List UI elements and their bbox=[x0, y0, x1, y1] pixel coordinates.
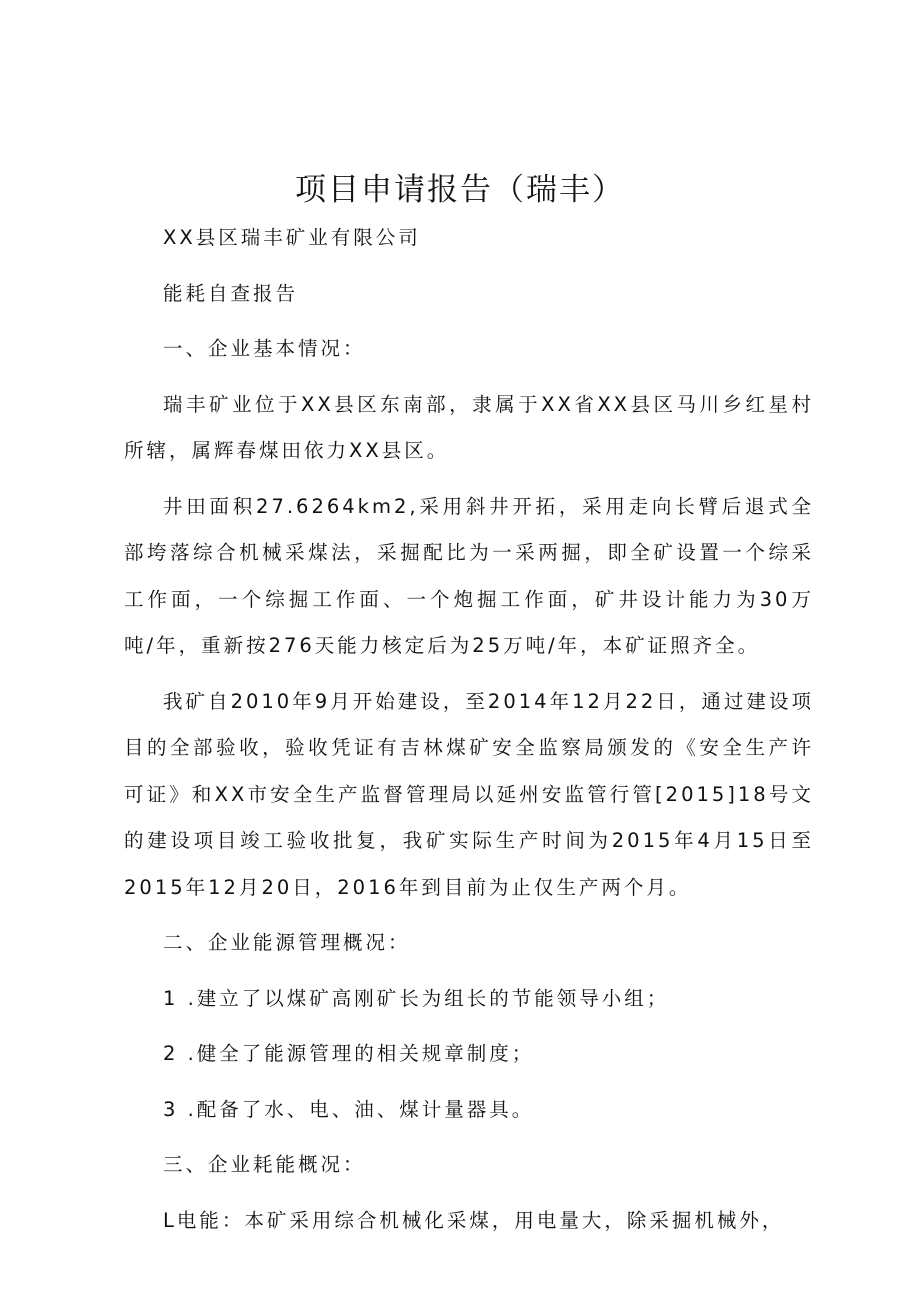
section-heading-3: 三、企业耗能概况： bbox=[163, 1153, 366, 1176]
paragraph-construction: 我矿自2010年9月开始建设，至2014年12月22日，通过建设项目的全部验收，验收凭证有吉林煤矿安全监察局颁发的《安全生产许可证》和XX市安全生产监督管理局以延州安监管行管[2015]18号文的建设项目竣工验收批复，我矿实际生产时间为2015年4月15日至2015年12月20日，2016年到目前为止仅生产两个月。 bbox=[124, 689, 814, 899]
company-name-line: XX县区瑞丰矿业有限公司 bbox=[163, 226, 421, 249]
report-title-line: 能耗自查报告 bbox=[163, 281, 299, 305]
paragraph-electricity: L电能：本矿采用综合机械化采煤，用电量大，除采掘机械外， bbox=[163, 1208, 785, 1232]
list-item-1: 1 .建立了以煤矿高刚矿长为组长的节能领导小组； bbox=[163, 986, 670, 1010]
list-item-3: 3 .配备了水、电、油、煤计量器具。 bbox=[163, 1097, 535, 1121]
document-body bbox=[124, 215, 814, 1244]
paragraph-mine-area: 井田面积27.6264km2,采用斜井开拓，采用走向长臂后退式全部垮落综合机械采煤法，采掘配比为一采两掘，即全矿设置一个综采工作面，一个综掘工作面、一个炮掘工作面，矿井设计能力为30万吨/年，重新按276天能力核定后为25万吨/年，本矿证照齐全。 bbox=[124, 494, 814, 657]
section-heading-2: 二、企业能源管理概况： bbox=[163, 931, 411, 954]
section-heading-1: 一、企业基本情况： bbox=[163, 337, 366, 360]
paragraph-location: 瑞丰矿业位于XX县区东南部，隶属于XX省XX县区马川乡红星村所辖，属辉春煤田依力XX县区。 bbox=[124, 392, 814, 462]
list-item-2: 2 .健全了能源管理的相关规章制度； bbox=[163, 1042, 535, 1065]
document-title: 项目申请报告（瑞丰） bbox=[295, 172, 625, 208]
